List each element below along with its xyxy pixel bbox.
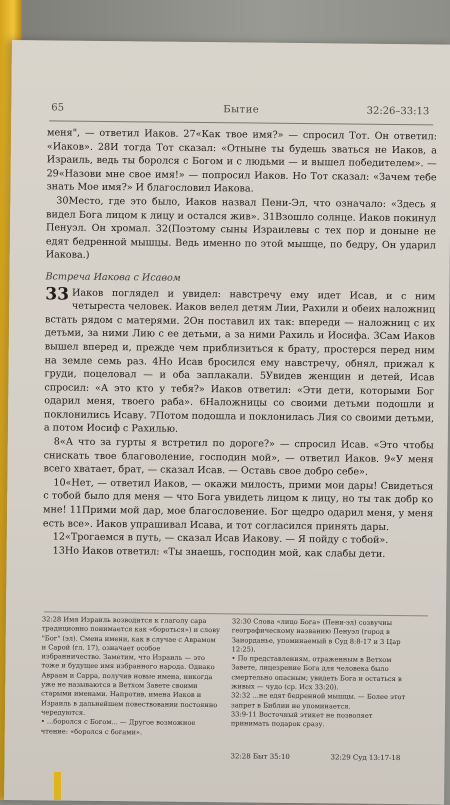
footnote: • ...боролся с Богом... — Другое возможное чтение: «боролся с богами». xyxy=(40,717,196,736)
paragraph: 30Место, где это было, Иаков назвал Пени-Эл, что означало: «Здесь я видел Бога лицом к лицу и остался жив». 31Взошло солнце. Иаков покинул Пенуэл. Он хромал. 32(Поэтому сыны Израилевы с тех пор и доныне не едят бедренной мышцы. Ведь именно по этой мышце, по бедру, Он ударил Иакова.) xyxy=(45,195,437,262)
footnotes xyxy=(40,615,432,736)
footnotes-right-column xyxy=(231,617,412,730)
footnotes-left-column xyxy=(41,615,222,738)
page-number: 65 xyxy=(51,102,65,114)
chapter-opening xyxy=(43,283,436,440)
footnote: 32:32 ...не едят бедренной мышцы. — Более этот запрет в Библии не упоминается. xyxy=(231,691,406,711)
section-heading: Встреча Иакова с Исавом xyxy=(45,271,181,284)
chapter-range: 32:26–33:13 xyxy=(366,105,430,118)
chapter-first-paragraph: Иаков поглядел и увидел: навстречу ему идет Исав, и с ним четыреста человек. Иаков велел детям Лии, Рахили и обеих наложниц встать рядом с матерями. 2Он поставил их так: впереди — наложниц с их детьми, за ними Лию с ее детьми, а за ними Рахиль и Иосифа. 3Сам Иаков вышел вперед и, прежде чем приблизиться к брату, простерся перед ним на земле семь раз. 4Но Исав бросился ему навстречу, обнял, прижал к груди, поцеловал — и оба заплакали. 5Увидев женщин и детей, Исав спросил: «А это кто у тебя?» Иаков ответил: «Эти дети, которыми Бог одарил меня, твоего раба». 6Наложницы со своими детьми подошли и поклонились Исаву. 7Потом подошла и поклонилась Лия со своими детьми, а потом Иосиф с Рахилью. xyxy=(43,287,436,436)
paragraph: 13Но Иаков ответил: «Ты знаешь, господин мой, как слабы дети. xyxy=(52,545,386,560)
footnote: 33:9-11 Восточный этикет не позволяет принимать подарок сразу. xyxy=(230,710,373,729)
cross-reference: 32:28 Быт 35:10 xyxy=(230,752,290,761)
footnote: • По представлениям, отраженным в Ветхом Завете, лицезрение Бога для человека было смертельно опасным; увидеть Бога и остаться в живых — чудо (ср. Исх 33:20). xyxy=(231,654,402,692)
main-text xyxy=(43,126,437,561)
cross-reference: 32:29 Суд 13:17-18 xyxy=(330,753,401,763)
footnote: 32:28 Имя Израиль возводится к глаголу сара традиционно понимается как «бороться») и слову "Бог" (эл). Смена имени, как в случае с Аврамом и Сарой (гл. 17), означает особое избранничество. Заметим, что Израиль — это тоже и будущее имя избранного народа. Однако Авраам и Сарра, получив новые имена, никогда уже не называются в Ветхом Завете своими старыми именами. Напротив, имена Иаков и Израиль в дальнейшем повествовании постоянно чередуются. xyxy=(40,615,220,717)
paragraph: 10«Нет, — ответил Иаков, — окажи милость, прими мои дары! Свидеться с тобой было для меня — что Бога увидеть лицом к лицу, но ты так добр ко мне! 11Прими мой дар, мое благословение. Бог щедро одарил меня, у меня есть все». Иаков упрашивал Исава, и тот согласился принять дары. xyxy=(42,477,434,533)
paragraph: меня", — ответил Иаков. 27«Как твое имя?» — спросил Тот. Он ответил: «Иаков». 28И тогда Тот сказал: «Отныне ты будешь зваться не Иаков, а Израиль, ведь ты боролся с Богом и с людьми — и вышел победителем». — 29«Назови мне свое имя!» — попросил Иаков. Но Тот сказал: «Зачем тебе знать Мое имя?» И благословил Иакова. xyxy=(46,127,438,195)
cross-references xyxy=(230,752,431,763)
footnote: 32:30 Слова «лицо Бога» (Пени-эл) созвучны географическому названию Пенуэл (город в Заиорданье, упоминаемый в Суд 8:8-17 и 3 Цар 12:25). xyxy=(231,617,401,654)
book-page xyxy=(4,40,450,805)
paragraph: 12«Трогаемся в путь, — сказал Исав Иакову. — Я пойду с тобой». xyxy=(52,531,389,547)
paragraph: 8«А что за гурты я встретил по дороге?» — спросил Исав. «Это чтобы снискать твое благоволение, господин мой», — ответил Иаков. 9«У меня всего хватает, брат, — сказал Исав. — Оставь свое добро себе». xyxy=(43,436,434,479)
chapter-number: 33 xyxy=(45,283,70,305)
bookmark-ribbon xyxy=(54,772,61,800)
book-title: Бытие xyxy=(223,104,260,116)
